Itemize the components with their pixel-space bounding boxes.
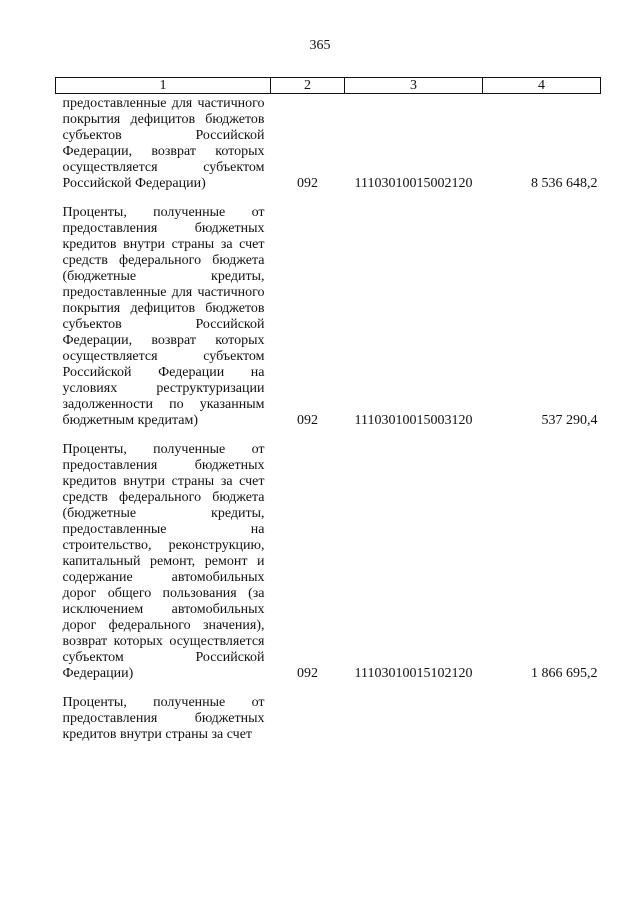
column-number-header-row [56, 78, 601, 94]
table-row [56, 94, 601, 193]
row-amount: 8 536 648,2 [531, 176, 598, 191]
row-amount: 1 866 695,2 [531, 666, 598, 681]
table-row [56, 192, 601, 429]
row-description: Проценты, полученные от предоставления бюджетных кредитов внутри страны за счет средств федерального бюджета (бюджетные кредиты, предоставленные для частичного покрытия дефицитов бюджетов субъектов Российской Федерации, возврат которых осуществляется субъектом Российской Федерации на условиях реструктуризации задолженности по указанным бюджетным кредитам) [62, 205, 265, 428]
row-amount: 537 290,4 [541, 413, 598, 428]
column-header-3: 3 [345, 78, 483, 94]
column-header-2: 2 [271, 78, 345, 94]
table-row [56, 682, 601, 743]
row-description: Проценты, полученные от предоставления бюджетных кредитов внутри страны за счет средств федерального бюджета (бюджетные кредиты, предоставленные на строительство, реконструкцию, капитальный ремонт, ремонт и содержание автомобильных дорог общего пользования (за исключением автомобильных дорог федерального значения), возврат которых осуществляется субъектом Российской Федерации) [62, 442, 265, 681]
row-admin-code [271, 682, 345, 743]
row-budget-code: 11103010015102120 [354, 666, 473, 681]
table-row [56, 429, 601, 682]
column-header-1: 1 [56, 78, 271, 94]
row-budget-code: 11103010015003120 [354, 413, 473, 428]
row-admin-code: 092 [297, 176, 318, 191]
row-admin-code: 092 [297, 666, 318, 681]
row-description: Проценты, полученные от предоставления бюджетных кредитов внутри страны за счет [62, 695, 265, 742]
row-description: предоставленные для частичного покрытия дефицитов бюджетов субъектов Российской Федерации, возврат которых осуществляется субъектом Российской Федерации) [62, 96, 265, 191]
row-amount [483, 682, 601, 743]
row-budget-code: 11103010015002120 [354, 176, 473, 191]
page-number: 365 [309, 38, 331, 53]
budget-table [55, 77, 601, 743]
row-admin-code: 092 [297, 413, 318, 428]
row-budget-code [345, 682, 483, 743]
column-header-4: 4 [483, 78, 601, 94]
